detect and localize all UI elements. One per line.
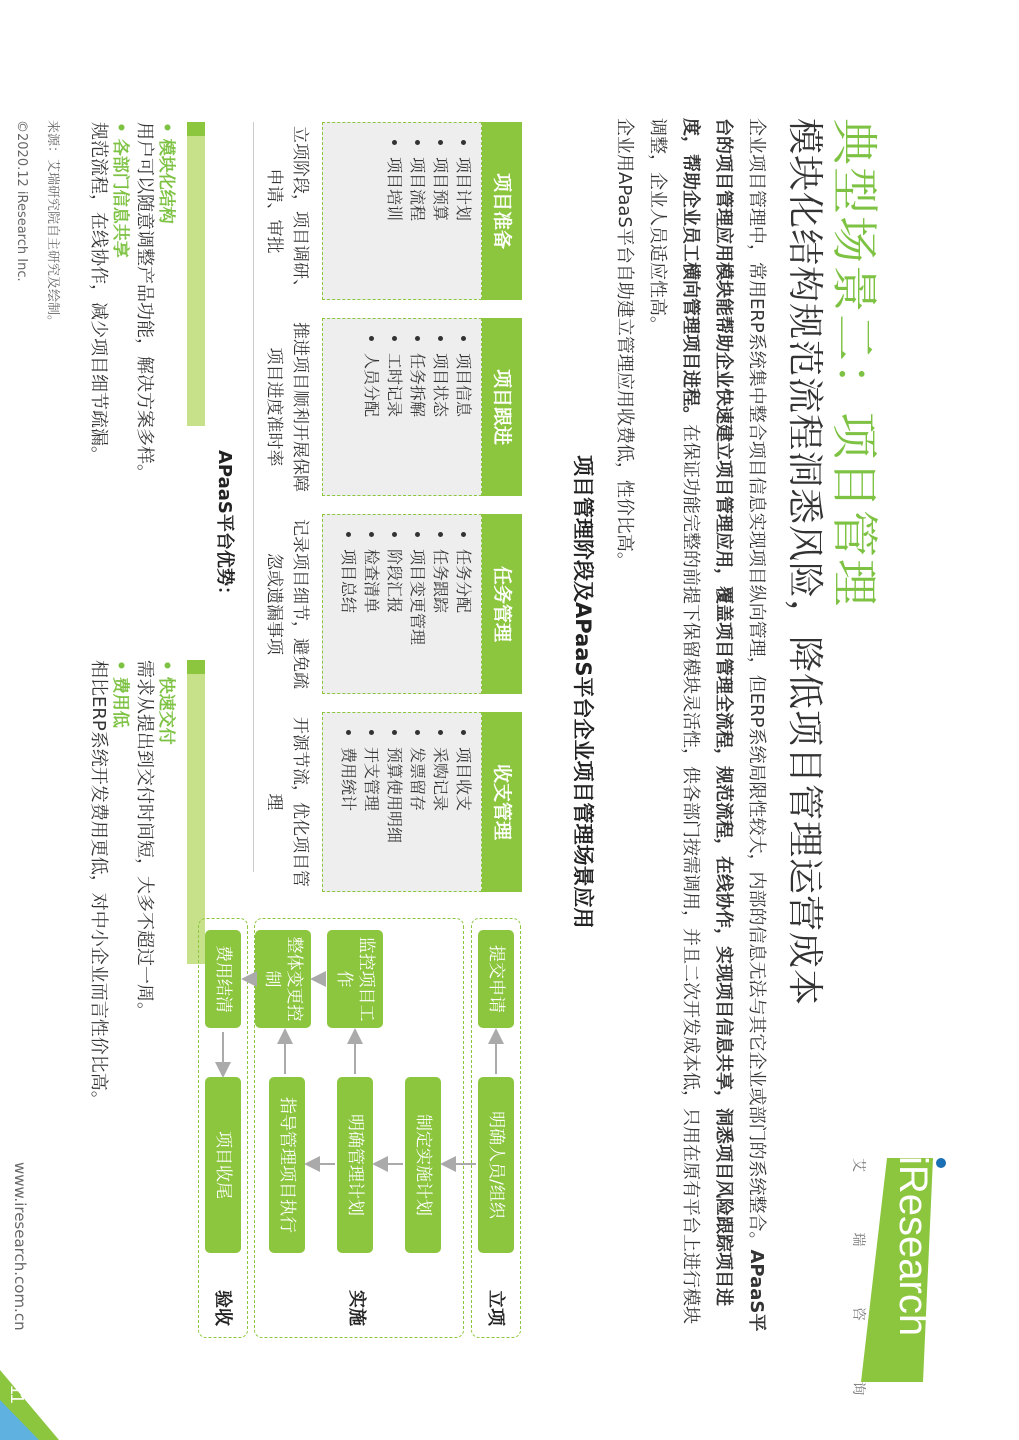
- flow-step-submit: 提交申请: [478, 930, 514, 1028]
- advantage-4-text: 相比ERP系统开发费用更低，对中小企业而言性价比高。: [88, 660, 109, 1109]
- divider: [253, 122, 254, 872]
- list-item: • 项目预算: [429, 157, 452, 299]
- list-item: • 开支管理: [360, 747, 383, 891]
- advantage-3-heading: • 快速交付: [156, 660, 176, 745]
- website: www.iresearch.com.cn: [11, 1162, 29, 1331]
- stage-3-header: 任务管理: [482, 514, 522, 694]
- copyright: ©2020.12 iResearch Inc.: [14, 120, 29, 282]
- flow-phase-label-impl: 实施: [346, 1290, 367, 1326]
- flow-step-guide: 指导管理项目执行: [269, 1077, 305, 1253]
- advantage-1-text: 用户可以随意调整产品功能，解决方案多样。: [134, 122, 155, 482]
- list-item: • 人员分配: [360, 353, 383, 495]
- flow-step-monitor: 监控项目工作: [327, 930, 383, 1028]
- advantage-4-head-text: 费用低: [110, 676, 130, 728]
- stage-2-note: 推进项目顺利开展保障项目进度准时率: [264, 322, 310, 492]
- flow-phase-label-close: 验收: [212, 1290, 233, 1326]
- advantage-1-head-text: 模块化结构: [156, 138, 176, 224]
- list-item: • 工时记录: [383, 353, 406, 495]
- list-item: • 项目信息: [452, 353, 475, 495]
- stage-1-note: 立项阶段，项目调研、申请、审批: [264, 126, 310, 296]
- intro-paragraph: [608, 118, 773, 1333]
- intro-text-3: 在保证功能完整的前提下保留模块灵活性，供各部门按需调用，并且二次开发成本低，只用在原有平台上进行模块调整，企业人员适应性高。: [647, 118, 701, 1324]
- stage-2-header: 项目跟进: [482, 318, 522, 496]
- corner-decoration: [0, 1370, 59, 1440]
- advantage-4-heading: • 费用低: [110, 660, 130, 728]
- page-subtitle: 模块化结构规范流程洞悉风险，降低项目管理运营成本: [784, 118, 825, 1007]
- brand-sub: 艾 瑞 咨 询: [850, 1158, 866, 1424]
- list-item: • 检查清单: [360, 549, 383, 693]
- list-item: • 阶段汇报: [383, 549, 406, 693]
- intro-text-2: APaaS平台的项目管理应用模块能帮助企业快速建立项目管理应用，覆盖项目管理全流程，规范流程，在线协作，实现项目信息共享，洞悉项目风险跟踪项目进度，帮助企业员工横向管理项目进程。: [680, 118, 767, 1332]
- advantage-1-bar: [187, 136, 205, 426]
- list-item: • 发票留存: [406, 747, 429, 891]
- stage-4-header: 收支管理: [482, 712, 522, 892]
- stage-3-note: 记录项目细节，避免疏忽或遗漏事项: [264, 519, 310, 689]
- list-item: • 项目计划: [452, 157, 475, 299]
- flow-step-settle: 费用结清: [205, 930, 241, 1028]
- list-item: • 采购记录: [429, 747, 452, 891]
- flow-step-manage-plan: 明确管理计划: [337, 1077, 373, 1253]
- list-item: • 费用统计: [337, 747, 360, 891]
- stage-2-list: [322, 318, 482, 496]
- advantage-2-text: 规范流程，在线协作，减少项目细节疏漏。: [88, 122, 109, 464]
- advantage-3-head-text: 快速交付: [156, 676, 176, 745]
- list-item: • 项目收支: [452, 747, 475, 891]
- intro-text-4: 企业用APaaS平台自助建立管理应用收费低，性价比高。: [614, 118, 635, 570]
- advantage-3-cap: [187, 660, 205, 674]
- list-item: • 任务拆解: [406, 353, 429, 495]
- stage-1-list: [322, 122, 482, 300]
- advantage-1-heading: • 模块化结构: [156, 122, 176, 224]
- stage-3-list: [322, 514, 482, 694]
- stage-4-list: [322, 712, 482, 892]
- advantage-1-cap: [187, 122, 205, 136]
- stage-4-note: 开源节流，优化项目管理: [264, 717, 310, 887]
- list-item: • 项目变更管理: [406, 549, 429, 693]
- flow-step-change-control: 整体变更控制: [255, 930, 311, 1028]
- advantages-title: APaaS平台优势：: [214, 450, 235, 604]
- list-item: • 项目状态: [429, 353, 452, 495]
- stage-1-header: 项目准备: [482, 122, 522, 300]
- brand-logo: iResearch: [891, 1156, 935, 1337]
- chart-title: 项目管理阶段及APaaS平台企业项目管理场景应用: [571, 455, 595, 929]
- source-note: 来源：艾瑞研究院自主研究及绘制。: [45, 120, 60, 329]
- advantage-3-text: 需求从提出到交付时间短，大多不超过一周。: [134, 660, 155, 1020]
- flow-arrows: [191, 918, 521, 1338]
- advantage-2-heading: • 各部门信息共享: [110, 122, 130, 258]
- list-item: • 项目流程: [406, 157, 429, 299]
- list-item: • 任务分配: [452, 549, 475, 693]
- advantage-2-head-text: 各部门信息共享: [110, 138, 130, 258]
- intro-text-1: 企业项目管理中，常用ERP系统集中整合项目信息实现项目纵向管理，但ERP系统局限性较大，内部的信息无法与其它企业或部门的系统整合。: [746, 118, 767, 1250]
- list-item: • 项目培训: [383, 157, 406, 299]
- flow-step-close: 项目收尾: [205, 1077, 241, 1253]
- list-item: • 预算使用明细: [383, 747, 406, 891]
- list-item: • 项目总结: [337, 549, 360, 693]
- flow-step-plan: 制定实施计划: [405, 1077, 441, 1253]
- page-title: 典型场景二：项目管理: [826, 118, 881, 608]
- page-number: 11: [7, 1385, 27, 1404]
- list-item: • 任务跟踪: [429, 549, 452, 693]
- flow-phase-label-setup: 立项: [485, 1290, 506, 1326]
- flow-step-clarify-staff: 明确人员/组织: [478, 1077, 514, 1253]
